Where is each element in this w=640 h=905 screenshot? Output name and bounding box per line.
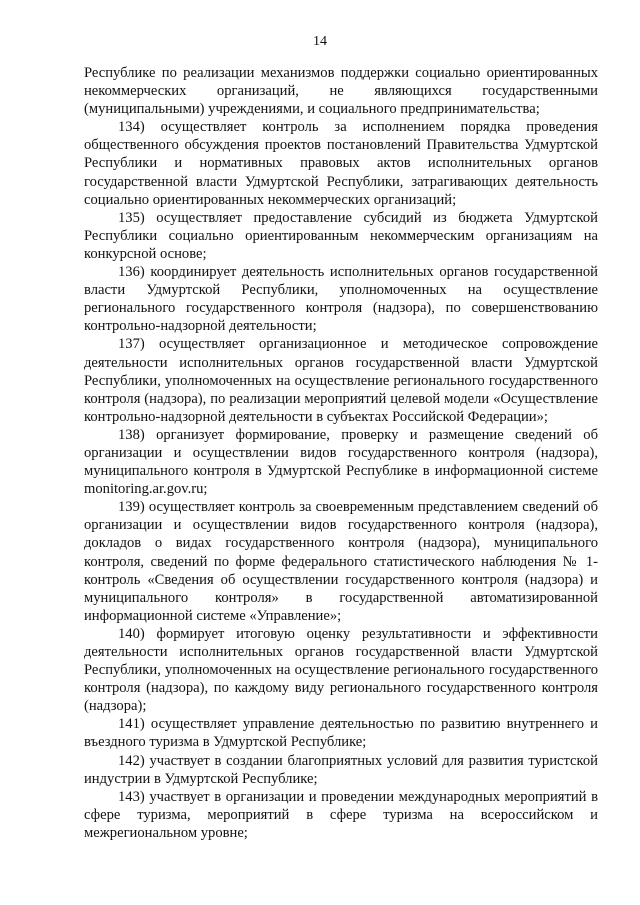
page-number: 14	[313, 34, 327, 49]
paragraph-item-137: 137) осуществляет организационное и методическое сопровождение деятельности исполнительных органов государственной власти Удмуртской Республики, уполномоченных на осуществление регионального государственного контроля (надзора), по реализации мероприятий целевой модели «Осуществление контрольно-надзорной деятельности в субъектах Российской Федерации»;	[84, 336, 598, 425]
paragraph-item-142: 142) участвует в создании благоприятных условий для развития туристской индустрии в Удмуртской Республике;	[84, 752, 598, 787]
paragraph-item-140: 140) формирует итоговую оценку результативности и эффективности деятельности исполнительных органов государственной власти Удмуртской Республики, уполномоченных на осуществление регионального государственного контроля (надзора), по каждому виду регионального государственного контроля (надзора);	[84, 625, 598, 715]
paragraph-continuation: Республике по реализации механизмов поддержки социально ориентированных некоммерческих организаций, не являющихся государственными (муниципальными) учреждениями, и социального предпринимательства;	[84, 65, 598, 118]
paragraph-item-141: 141) осуществляет управление деятельностью по развитию внутреннего и въездного туризма в Удмуртской Республике;	[84, 716, 598, 751]
paragraph-item-135: 135) осуществляет предоставление субсидий из бюджета Удмуртской Республики социально ориентированным некоммерческим организациям на конкурсной основе;	[84, 209, 598, 262]
paragraph-item-138: 138) организует формирование, проверку и размещение сведений об организации и осуществлении видов государственного контроля (надзора), муниципального контроля в Удмуртской Республике в информационной системе monitoring.ar.gov.ru;	[84, 426, 598, 498]
paragraph-item-134: 134) осуществляет контроль за исполнением порядка проведения общественного обсуждения проектов постановлений Правительства Удмуртской Республики и нормативных правовых актов исполнительных органов государственной власти Удмуртской Республики, затрагивающих деятельность социально ориентированных некоммерческих организаций;	[84, 119, 598, 208]
paragraph-item-136: 136) координирует деятельность исполнительных органов государственной власти Удмуртской Республики, уполномоченных на осуществление регионального государственного контроля (надзора), по совершенствованию контрольно-надзорной деятельности;	[84, 264, 598, 335]
document-body	[84, 64, 598, 842]
paragraph-item-143: 143) участвует в организации и проведении международных мероприятий в сфере туризма, мероприятий в сфере туризма на всероссийском и межрегиональном уровне;	[84, 788, 598, 841]
paragraph-item-139: 139) осуществляет контроль за своевременным представлением сведений об организации и осуществлении видов государственного контроля (надзора), докладов о видах государственного контроля (надзора), муниципального контроля, сведений по форме федерального статистического наблюдения № 1-контроль «Сведения об осуществлении государственного контроля (надзора) и муниципального контроля» в государственной автоматизированной информационной системе «Управление»;	[84, 499, 598, 624]
